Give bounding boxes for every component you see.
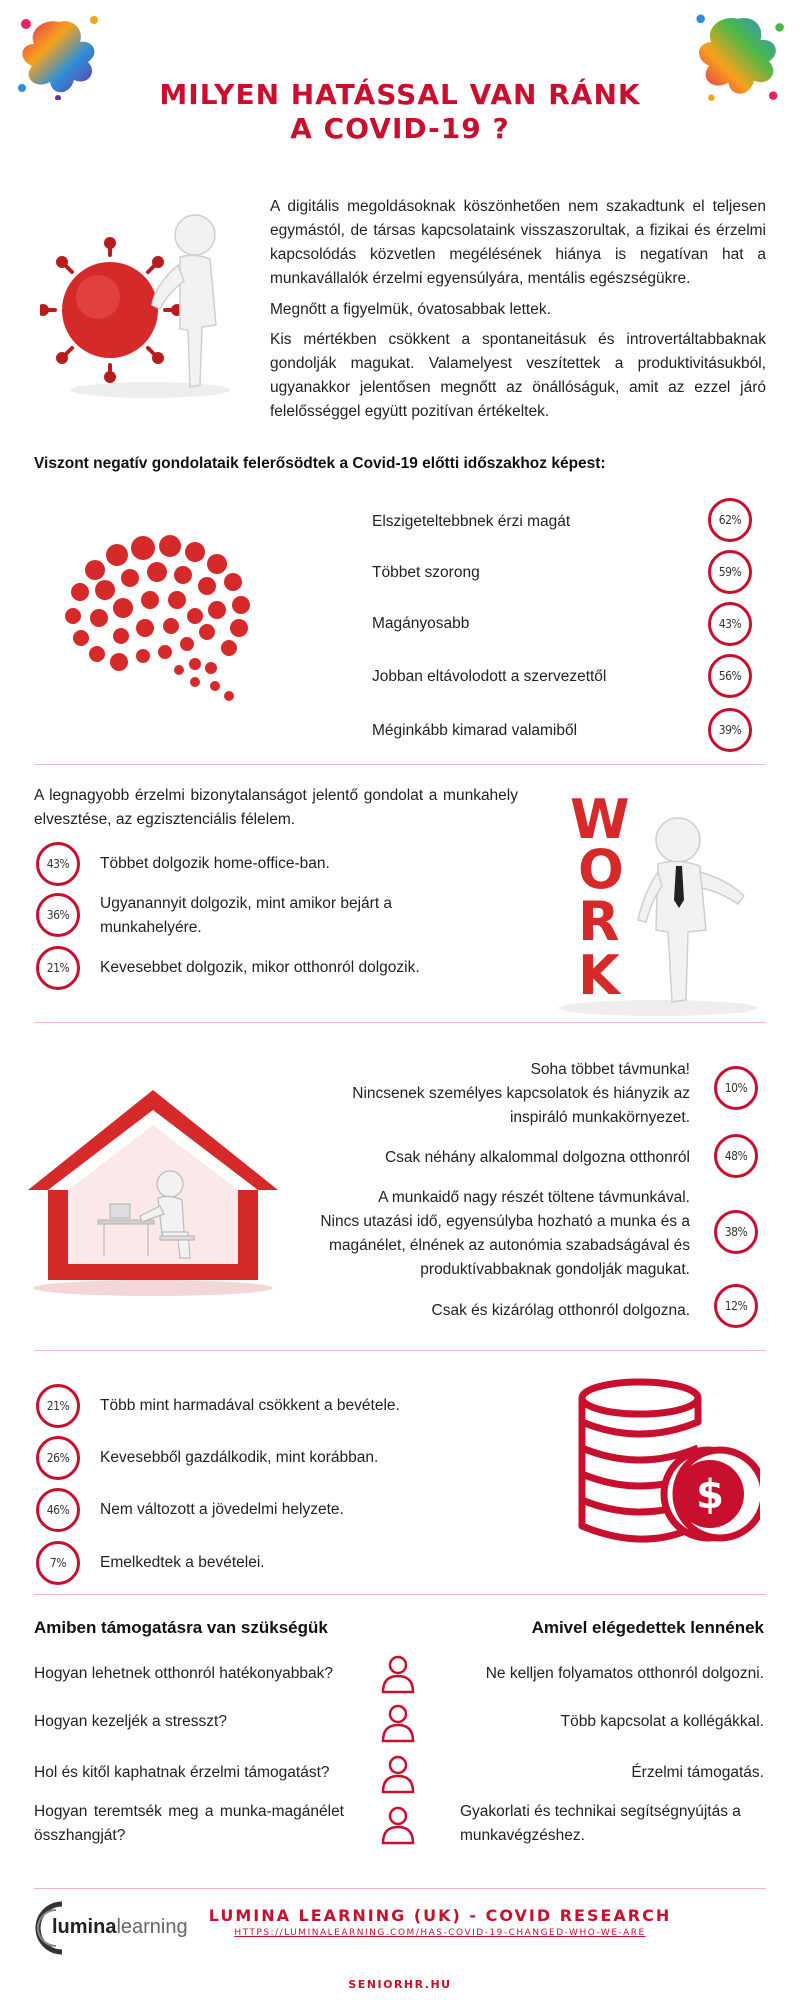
work-item-badge-1: 43% <box>36 842 80 886</box>
virus-brain-illustration <box>55 520 275 720</box>
footer-site[interactable]: SENIORHR.HU <box>348 1978 452 1991</box>
remote-item-1-line-2: Nincsenek személyes kapcsolatok és hiányzik az <box>352 1085 690 1102</box>
income-item-label-3: Nem változott a jövedelmi helyzete. <box>100 1501 344 1518</box>
support-left-item-3: Hol és kitől kaphatnak érzelmi támogatást? <box>34 1764 330 1781</box>
negative-item-badge-1: 62% <box>708 498 752 542</box>
footer-url-link[interactable]: HTTPS://LUMINALEARNING.COM/HAS-COVID-19-CHANGED-WHO-WE-ARE <box>234 1928 646 1938</box>
work-letter-r: R <box>578 890 620 953</box>
lumina-logo-text: luminalearning <box>52 1916 188 1938</box>
divider <box>34 1888 766 1889</box>
work-letter-w: W <box>570 788 630 851</box>
divider <box>34 764 766 765</box>
remote-item-3-line-4: produktívabbaknak gondolják magukat. <box>420 1261 690 1278</box>
negative-item-label-1: Elszigeteltebbnek érzi magát <box>372 513 571 530</box>
negative-item-label-3: Magányosabb <box>372 615 470 632</box>
virus-icon <box>40 237 183 383</box>
income-item-badge-2: 26% <box>36 1436 80 1480</box>
remote-item-1 <box>290 1058 690 1130</box>
income-item-label-2: Kevesebből gazdálkodik, mint korábban. <box>100 1449 379 1466</box>
coins-illustration <box>570 1376 760 1556</box>
support-left-item-4: Hogyan teremtsék meg a munka-magánélet összhangját? <box>34 1803 344 1844</box>
support-right-item-4: Gyakorlati és technikai segítségnyújtás a munkavégzéshez. <box>460 1803 741 1844</box>
title-line-1: MILYEN HATÁSSAL VAN RÁNK <box>159 78 641 111</box>
house-icon <box>28 1090 278 1280</box>
negative-item-badge-3: 43% <box>708 602 752 646</box>
divider <box>34 1594 766 1595</box>
home-office-illustration <box>18 1080 288 1300</box>
person-icon <box>380 1654 416 1694</box>
divider <box>34 1022 766 1023</box>
support-right-heading: Amivel elégedettek lennének <box>531 1618 764 1637</box>
support-right-item-3: Érzelmi támogatás. <box>631 1764 764 1781</box>
remote-item-3 <box>290 1186 690 1282</box>
remote-item-3-line-3: magánélet, élnének az autonómia szabadságával és <box>328 1237 690 1254</box>
remote-item-3-line-1: A munkaidő nagy részét töltene távmunkával. <box>378 1189 690 1206</box>
intro-paragraph-1: A digitális megoldásoknak köszönhetően nem szakadtunk el teljesen egymástól, de társas kapcsolataink visszaszorultak, a fizikai és érzelmi kapcsolódás közvetlen megélésének hiánya is negatívan hat a munkavállalók érzelmi egyensúlyára, mentális egészségükre. <box>270 198 766 287</box>
remote-item-2 <box>290 1146 690 1170</box>
negative-item-label-5: Méginkább kimarad valamiből <box>372 722 578 739</box>
remote-item-3-line-2: Nincs utazási idő, egyensúlyba hozható a munka és a <box>320 1213 690 1230</box>
remote-item-1-line-1: Soha többet távmunka! <box>530 1061 690 1078</box>
work-item-label-2: Ugyanannyit dolgozik, mint amikor bejárt a munkahelyére. <box>100 895 393 936</box>
virus-figure-illustration <box>40 205 240 405</box>
person-icon <box>380 1754 416 1794</box>
intro-paragraph-3: Kis mértékben csökkent a spontaneitásuk és introvertáltabbaknak gondolják magukat. Valamelyest veszítettek a produktivitásukból, ugyanakkor jelentősen megnőtt az önállóságuk, amit az ezzel járó felelősséggel együtt pozitívan értékeltek. <box>270 331 766 420</box>
negative-item-label-4: Jobban eltávolodott a szervezettől <box>372 668 607 685</box>
work-item-badge-2: 36% <box>36 893 80 937</box>
negative-heading: Viszont negatív gondolataik felerősödtek a Covid-19 előtti időszakhoz képest: <box>34 455 606 472</box>
negative-item-badge-2: 59% <box>708 550 752 594</box>
intro-paragraph-2: Megnőtt a figyelmük, óvatosabbak lettek. <box>270 301 551 318</box>
work-letter-k: K <box>578 944 620 1007</box>
income-item-label-1: Több mint harmadával csökkent a bevétele. <box>100 1397 400 1414</box>
person-icon <box>380 1703 416 1743</box>
negative-item-label-2: Többet szorong <box>372 564 480 581</box>
divider <box>34 1350 766 1351</box>
support-left-heading: Amiben támogatásra van szükségük <box>34 1618 328 1637</box>
remote-item-badge-1: 10% <box>714 1066 758 1110</box>
work-lead: A legnagyobb érzelmi bizonytalanságot jelentő gondolat a munkahely elvesztése, az egzisztenciális félelem. <box>34 787 518 828</box>
support-right-item-2: Több kapcsolat a kollégákkal. <box>560 1713 764 1730</box>
support-right-item-1: Ne kelljen folyamatos otthonról dolgozni. <box>485 1665 764 1682</box>
dollar-symbol: $ <box>696 1472 724 1518</box>
income-item-badge-4: 7% <box>36 1541 80 1585</box>
negative-item-badge-5: 39% <box>708 708 752 752</box>
work-item-label-1: Többet dolgozik home-office-ban. <box>100 855 330 872</box>
title-line-2: A COVID-19 ? <box>290 112 510 145</box>
remote-item-4 <box>290 1299 690 1323</box>
work-item-badge-3: 21% <box>36 946 80 990</box>
work-illustration <box>548 780 768 1020</box>
footer-title: LUMINA LEARNING (UK) - COVID RESEARCH <box>208 1906 672 1925</box>
negative-item-badge-4: 56% <box>708 654 752 698</box>
businessman-figure-icon <box>638 818 744 1002</box>
remote-item-badge-3: 38% <box>714 1210 758 1254</box>
work-letter-o: O <box>578 838 624 901</box>
remote-item-badge-2: 48% <box>714 1134 758 1178</box>
support-left-item-2: Hogyan kezeljék a stresszt? <box>34 1713 227 1730</box>
income-item-badge-3: 46% <box>36 1488 80 1532</box>
remote-item-badge-4: 12% <box>714 1284 758 1328</box>
work-item-label-3: Kevesebbet dolgozik, mikor otthonról dolgozik. <box>100 959 420 976</box>
person-icon <box>380 1805 416 1845</box>
income-item-badge-1: 21% <box>36 1384 80 1428</box>
income-item-label-4: Emelkedtek a bevételei. <box>100 1554 265 1571</box>
support-left-item-1: Hogyan lehetnek otthonról hatékonyabbak? <box>34 1665 334 1682</box>
remote-item-2-line-1: Csak néhány alkalommal dolgozna otthonról <box>384 1149 690 1166</box>
remote-item-4-line-1: Csak és kizárólag otthonról dolgozna. <box>431 1302 690 1319</box>
remote-item-1-line-3: inspiráló munkakörnyezet. <box>509 1109 690 1126</box>
page-title <box>0 78 800 146</box>
